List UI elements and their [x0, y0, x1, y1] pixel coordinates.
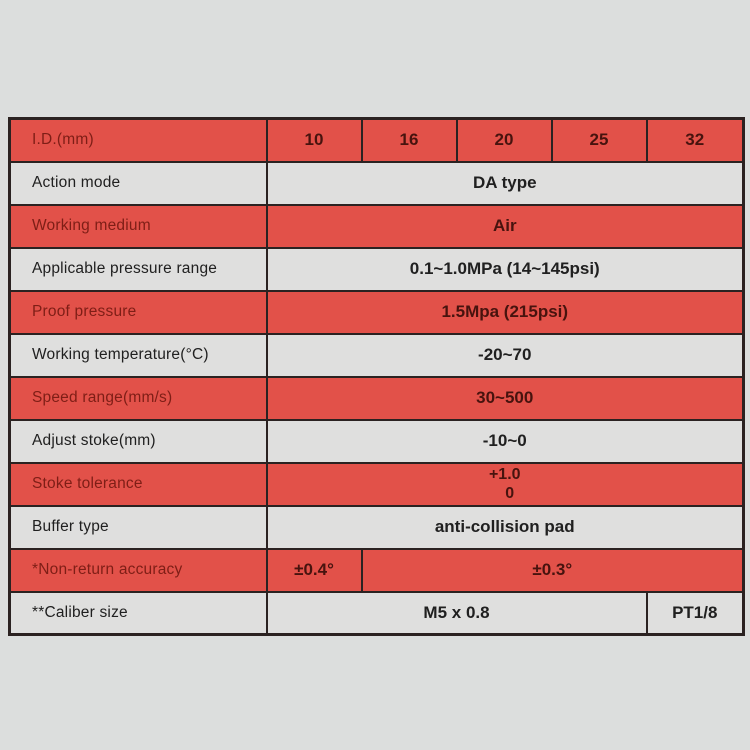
row-label: Action mode [10, 162, 267, 205]
row-label: Speed range(mm/s) [10, 377, 267, 420]
row-label: Working temperature(°C) [10, 334, 267, 377]
row-value: anti-collision pad [267, 506, 744, 549]
row-label: Working medium [10, 205, 267, 248]
table-row-non-return-accuracy [10, 549, 744, 592]
table-row-action-mode [10, 162, 744, 205]
tolerance-upper: +1.0 [488, 466, 521, 483]
table-row-speed-range [10, 377, 744, 420]
header-col-20: 20 [457, 119, 552, 162]
row-value-cols-10-25: M5 x 0.8 [267, 592, 647, 635]
row-label: Proof pressure [10, 291, 267, 334]
header-col-10: 10 [267, 119, 362, 162]
row-value: DA type [267, 162, 744, 205]
tolerance-lower: 0 [505, 485, 515, 502]
header-label-id-mm: I.D.(mm) [10, 119, 267, 162]
table-row-proof-pressure [10, 291, 744, 334]
row-label: Stoke tolerance [10, 463, 267, 506]
header-col-16: 16 [362, 119, 457, 162]
table-row-adjust-stoke [10, 420, 744, 463]
table-row-working-temperature [10, 334, 744, 377]
row-value: Air [267, 205, 744, 248]
table-row-pressure-range [10, 248, 744, 291]
specification-table [8, 117, 745, 636]
header-col-25: 25 [552, 119, 647, 162]
row-value: 0.1~1.0MPa (14~145psi) [267, 248, 744, 291]
row-label: *Non-return accuracy [10, 549, 267, 592]
row-value: 30~500 [267, 377, 744, 420]
row-value: 1.5Mpa (215psi) [267, 291, 744, 334]
row-value-col-10: ±0.4° [267, 549, 362, 592]
row-label: Applicable pressure range [10, 248, 267, 291]
row-value-cols-16-32: ±0.3° [362, 549, 744, 592]
row-value-tolerance [267, 463, 744, 506]
row-value: -10~0 [267, 420, 744, 463]
table-row-buffer-type [10, 506, 744, 549]
table-row-stoke-tolerance [10, 463, 744, 506]
row-value: -20~70 [267, 334, 744, 377]
row-label: Buffer type [10, 506, 267, 549]
table-row-caliber-size [10, 592, 744, 635]
row-label: Adjust stoke(mm) [10, 420, 267, 463]
row-label: **Caliber size [10, 592, 267, 635]
header-row [10, 119, 744, 162]
table-row-working-medium [10, 205, 744, 248]
header-col-32: 32 [647, 119, 744, 162]
row-value-col-32: PT1/8 [647, 592, 744, 635]
